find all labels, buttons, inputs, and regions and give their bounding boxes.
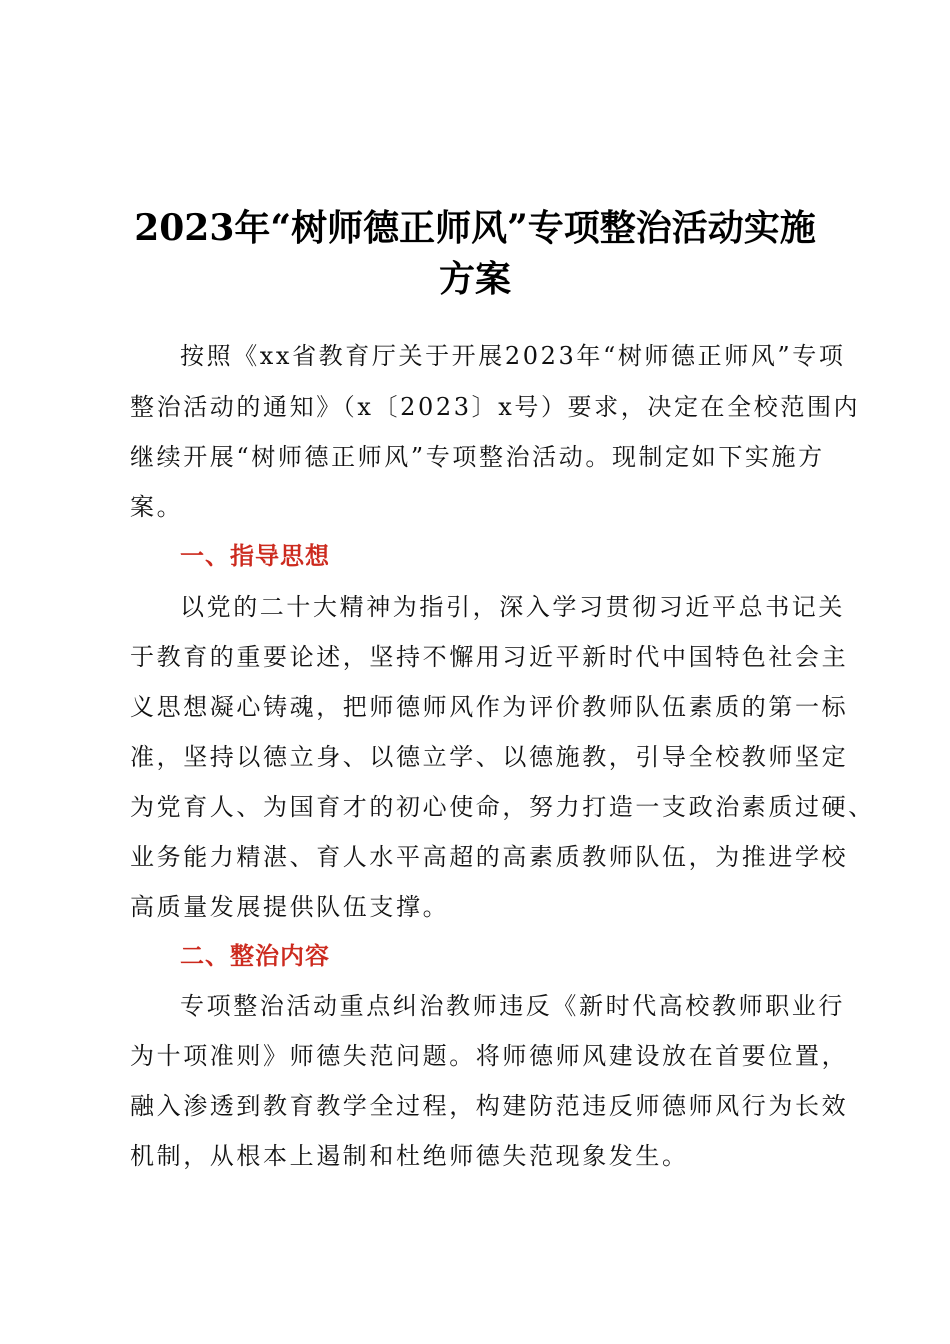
section-heading-guiding-ideology: 一、指导思想: [180, 542, 330, 570]
section2-line: 融入渗透到教育教学全过程，构建防范违反师德师风行为长效: [130, 1092, 849, 1120]
section2-line: 为十项准则》师德失范问题。将师德师风建设放在首要位置，: [130, 1042, 849, 1070]
section1-line: 业务能力精湛、育人水平高超的高素质教师队伍，为推进学校: [130, 843, 849, 871]
section1-line: 以党的二十大精神为指引，深入学习贯彻习近平总书记关: [180, 593, 845, 621]
section2-line: 机制，从根本上遏制和杜绝师德失范现象发生。: [130, 1142, 689, 1170]
intro-line: 整治活动的通知》（x〔2023〕x号）要求，决定在全校范围内: [130, 393, 861, 421]
section1-line: 高质量发展提供队伍支撑。: [130, 893, 450, 921]
section-heading-rectification-content: 二、整治内容: [180, 942, 330, 970]
section1-line: 准，坚持以德立身、以德立学、以德施教，引导全校教师坚定: [130, 743, 849, 771]
section1-line: 于教育的重要论述，坚持不懈用习近平新时代中国特色社会主: [130, 643, 849, 671]
document-title-line-1: 2023年“树师德正师风”专项整治活动实施: [134, 207, 816, 249]
section1-line: 义思想凝心铸魂，把师德师风作为评价教师队伍素质的第一标: [130, 693, 849, 721]
intro-line: 按照《xx省教育厅关于开展2023年“树师德正师风”专项: [180, 342, 846, 370]
intro-line: 继续开展“树师德正师风”专项整治活动。现制定如下实施方: [130, 443, 825, 471]
section1-line: 为党育人、为国育才的初心使命，努力打造一支政治素质过硬、: [130, 793, 875, 821]
intro-line: 案。: [130, 493, 184, 521]
section2-line: 专项整治活动重点纠治教师违反《新时代高校教师职业行: [180, 992, 845, 1020]
document-title-line-2: 方案: [438, 258, 511, 300]
